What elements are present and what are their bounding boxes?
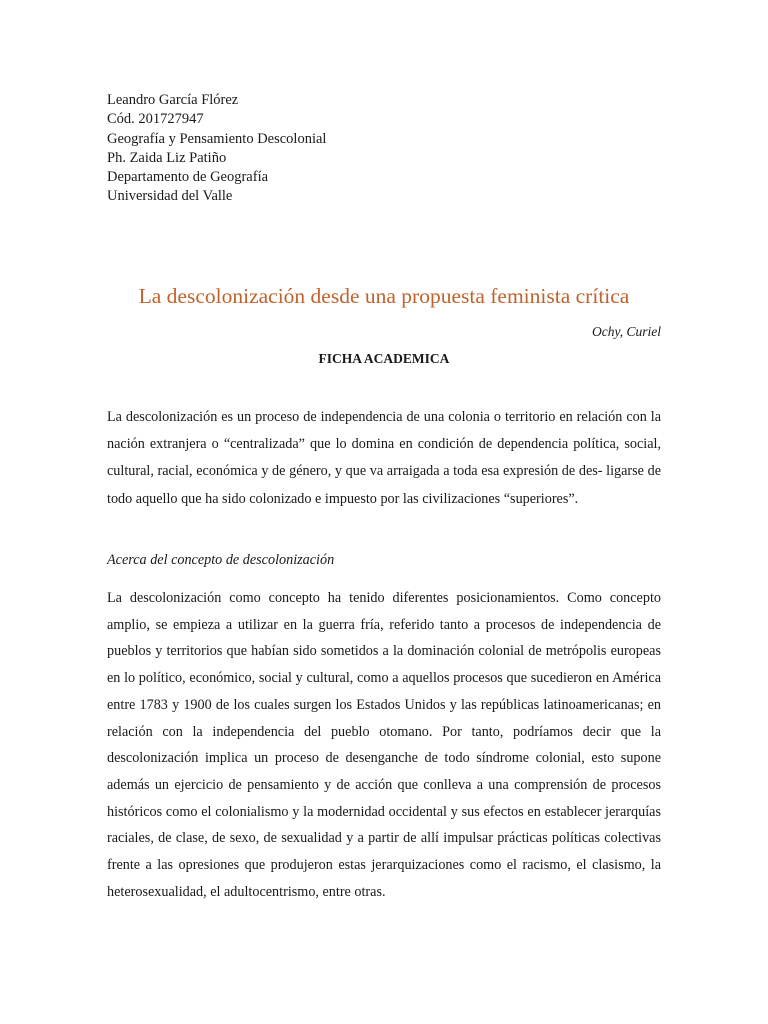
paragraph-introduction: La descolonización es un proceso de independencia de una colonia o territorio en relación con la nación extranjera o “centralizada” que lo domina en condición de dependencia política, social, cultural, racial, económica y de género, y que va arraigada a toda esa expresión de des- ligarse de todo aquello que ha sido colonizado e impuesto por las civilizaciones “superiores”.: [107, 409, 661, 507]
course-name: Geografía y Pensamiento Descolonial: [107, 130, 327, 147]
document-subtitle: FICHA ACADEMICA: [318, 351, 450, 366]
department-name: Departamento de Geografía: [107, 169, 269, 186]
paragraph-concept: La descolonización como concepto ha tenido diferentes posicionamientos. Como concepto amplio, se empieza a utilizar en la guerra fría, referido tanto a procesos de independencia de pueblos y territorios que habían sido sometidos a la dominación colonial de metrópolis europeas en lo político, económico, social y cultural, como a aquellos procesos que sucedieron en América entre 1783 y 1900 de los cuales surgen los Estados Unidos y las repúblicas latinoamericanas; en relación con la independencia del pueblo otomano. Por tanto, podríamos decir que la descolonización implica un proceso de desenganche de todo síndrome colonial, esto supone además un ejercicio de pensamiento y de acción que conlleva a una comprensión de procesos históricos como el colonialismo y la modernidad occidental y sus efectos en establecer jerarquías raciales, de clase, de sexo, de sexualidad y a partir de allí impulsar prácticas políticas colectivas frente a las opresiones que produjeron estas jerarquizaciones como el racismo, el clasismo, la heterosexualidad, el adultocentrismo, entre otras.: [107, 590, 661, 900]
university-name: Universidad del Valle: [107, 188, 233, 205]
section-heading: Acerca del concepto de descolonización: [107, 552, 335, 568]
cited-author: Ochy, Curiel: [592, 324, 661, 339]
author-info-block: [107, 91, 326, 207]
student-code: Cód. 201727947: [107, 111, 204, 128]
professor-name: Ph. Zaida Liz Patiño: [107, 149, 227, 166]
document-title: La descolonización desde una propuesta feminista crítica: [138, 284, 630, 308]
student-name: Leandro García Flórez: [107, 92, 239, 108]
